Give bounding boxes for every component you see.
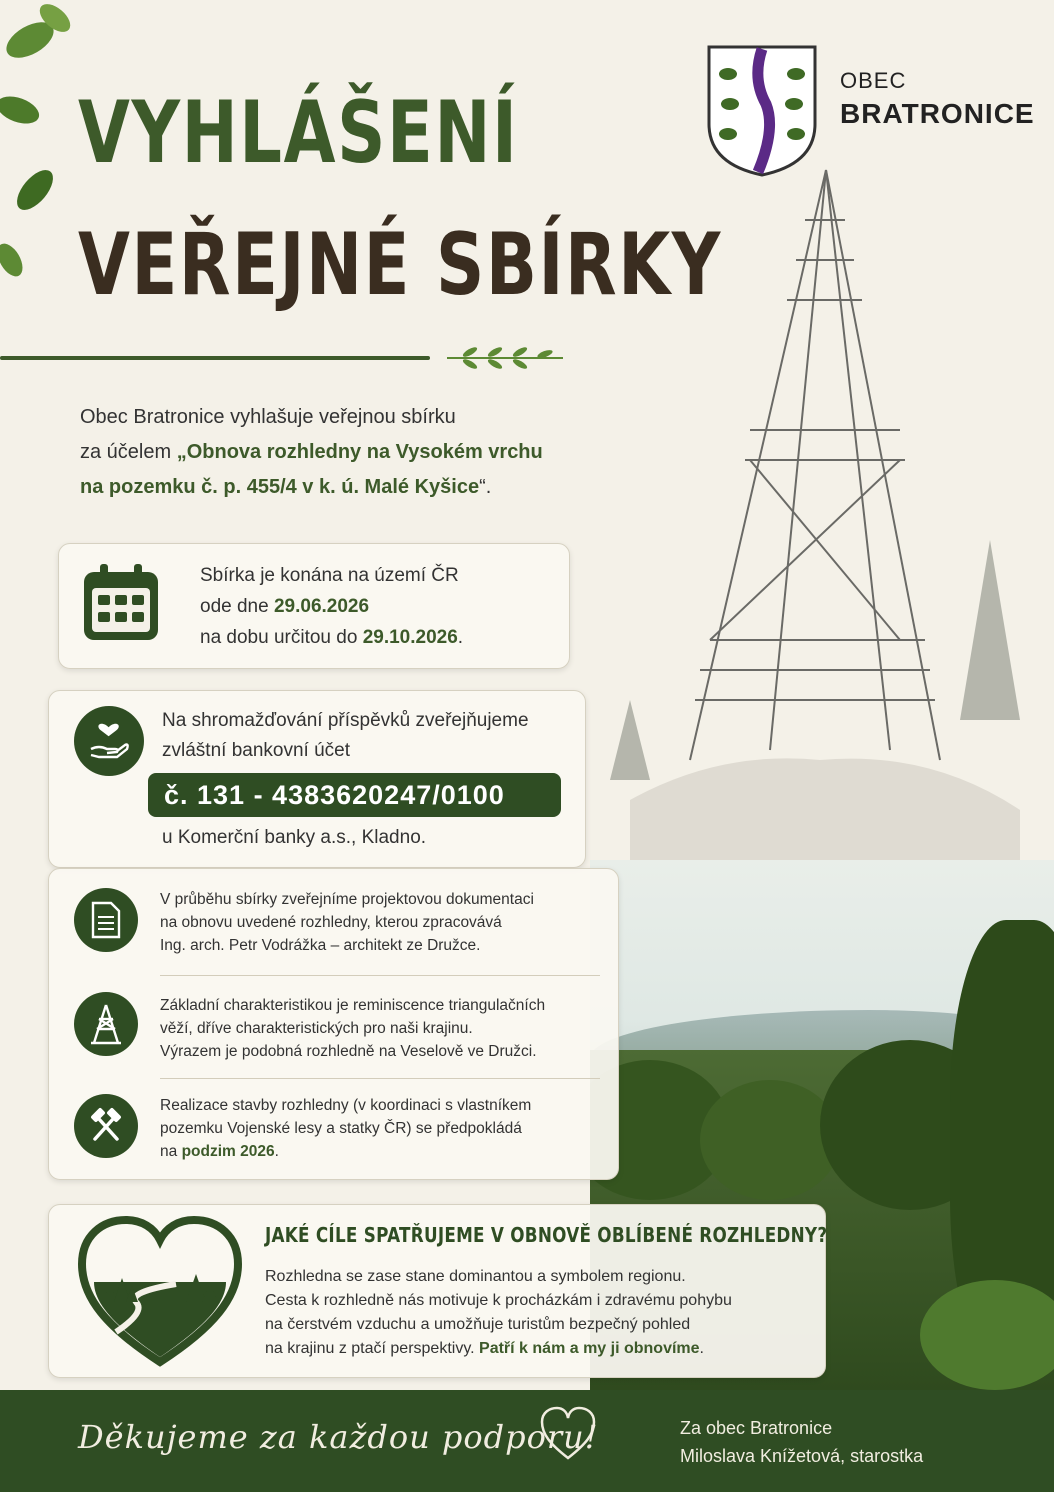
account-line-1: Na shromažďování příspěvků zveřejňujeme	[162, 710, 529, 731]
goals-line-3: na čerstvém vzduchu a umožňuje turistům bezpečný pohled	[265, 1316, 691, 1333]
start-date: 29.06.2026	[273, 596, 370, 617]
heart-hand-icon	[74, 706, 144, 776]
goals-line-1: Rozhledna se zase stane dominantou a symbolem regionu.	[265, 1268, 686, 1285]
tower-icon	[74, 992, 138, 1056]
sign-line-2: Miloslava Knížetová, starostka	[680, 1446, 924, 1466]
info-2-line-3: Výrazem je podobná rozhledně na Veselově ve Družci.	[160, 1043, 537, 1060]
title-line-1: VYHLÁŠENÍ	[78, 83, 519, 183]
bank-name: u Komerční banky a.s., Kladno.	[162, 827, 427, 848]
document-icon	[74, 888, 138, 952]
heart-outline-icon	[538, 1404, 598, 1464]
leaves-decoration	[0, 0, 90, 300]
account-number: č. 131 - 4383620247/0100	[148, 773, 561, 817]
intro-text	[80, 400, 640, 505]
info-1-line-2: na obnovu uvedené rozhledny, kterou zpracovává	[160, 914, 502, 931]
info-3-line-1: Realizace stavby rozhledny (v koordinaci s vlastníkem	[160, 1097, 532, 1114]
intro-line-1: Obec Bratronice vyhlašuje veřejnou sbírku	[80, 406, 456, 428]
info-item-3	[160, 1094, 531, 1163]
logo-label-big: BRATRONICE	[840, 98, 1035, 129]
account-line-2: zvláštní bankovní účet	[162, 740, 350, 761]
info-2-line-2: věží, dříve charakteristických pro naši krajinu.	[160, 1020, 473, 1037]
end-date: 29.10.2026	[362, 627, 458, 648]
thanks-text: Děkujeme za každou podporu!	[78, 1418, 599, 1456]
title-line-2: VEŘEJNÉ SBÍRKY	[78, 215, 722, 315]
dates-line-1: Sbírka je konána na území ČR	[200, 565, 459, 586]
account-intro	[162, 706, 529, 766]
goals-line-4: na krajinu z ptačí perspektivy. Patří k nám a my ji obnovíme.	[265, 1340, 704, 1357]
title-underline	[0, 356, 430, 360]
logo-label-small: OBEC	[840, 68, 907, 93]
intro-purpose: „Obnova rozhledny na Vysokém vrchu	[176, 441, 543, 463]
heart-landscape-icon	[76, 1212, 244, 1372]
sign-line-1: Za obec Bratronice	[680, 1418, 833, 1438]
sprig-icon	[445, 345, 565, 371]
intro-line-3: na pozemku č. p. 455/4 v k. ú. Malé Kyšice“.	[80, 476, 492, 498]
signature	[680, 1414, 923, 1470]
info-2-line-1: Základní charakteristikou je reminiscence triangulačních	[160, 997, 546, 1014]
dates-line-3: na dobu určitou do 29.10.2026.	[200, 627, 464, 648]
info-3-line-2: pozemku Vojenské lesy a statky ČR) se předpokládá	[160, 1120, 522, 1137]
divider	[160, 1078, 600, 1079]
goals-text	[265, 1265, 732, 1361]
divider	[160, 975, 600, 976]
goals-title: JAKÉ CÍLE SPATŘUJEME V OBNOVĚ OBLÍBENÉ ROZHLEDNY?	[265, 1223, 828, 1247]
intro-line-2: za účelem „Obnova rozhledny na Vysokém vrchu	[80, 441, 543, 463]
dates-line-2: ode dne 29.06.2026	[200, 596, 370, 617]
construction-date: podzim 2026	[181, 1143, 275, 1160]
hammers-icon	[74, 1094, 138, 1158]
info-item-1	[160, 888, 534, 957]
goals-slogan: Patří k nám a my ji obnovíme	[479, 1340, 700, 1357]
dates-text	[200, 560, 463, 653]
info-item-2	[160, 994, 545, 1063]
calendar-icon	[80, 562, 162, 644]
info-1-line-1: V průběhu sbírky zveřejníme projektovou dokumentaci	[160, 891, 534, 908]
info-1-line-3: Ing. arch. Petr Vodrážka – architekt ze Družce.	[160, 937, 481, 954]
info-3-line-3: na podzim 2026.	[160, 1143, 279, 1160]
goals-line-2: Cesta k rozhledně nás motivuje k procházkám i zdravému pohybu	[265, 1292, 732, 1309]
crest-icon	[706, 44, 818, 178]
